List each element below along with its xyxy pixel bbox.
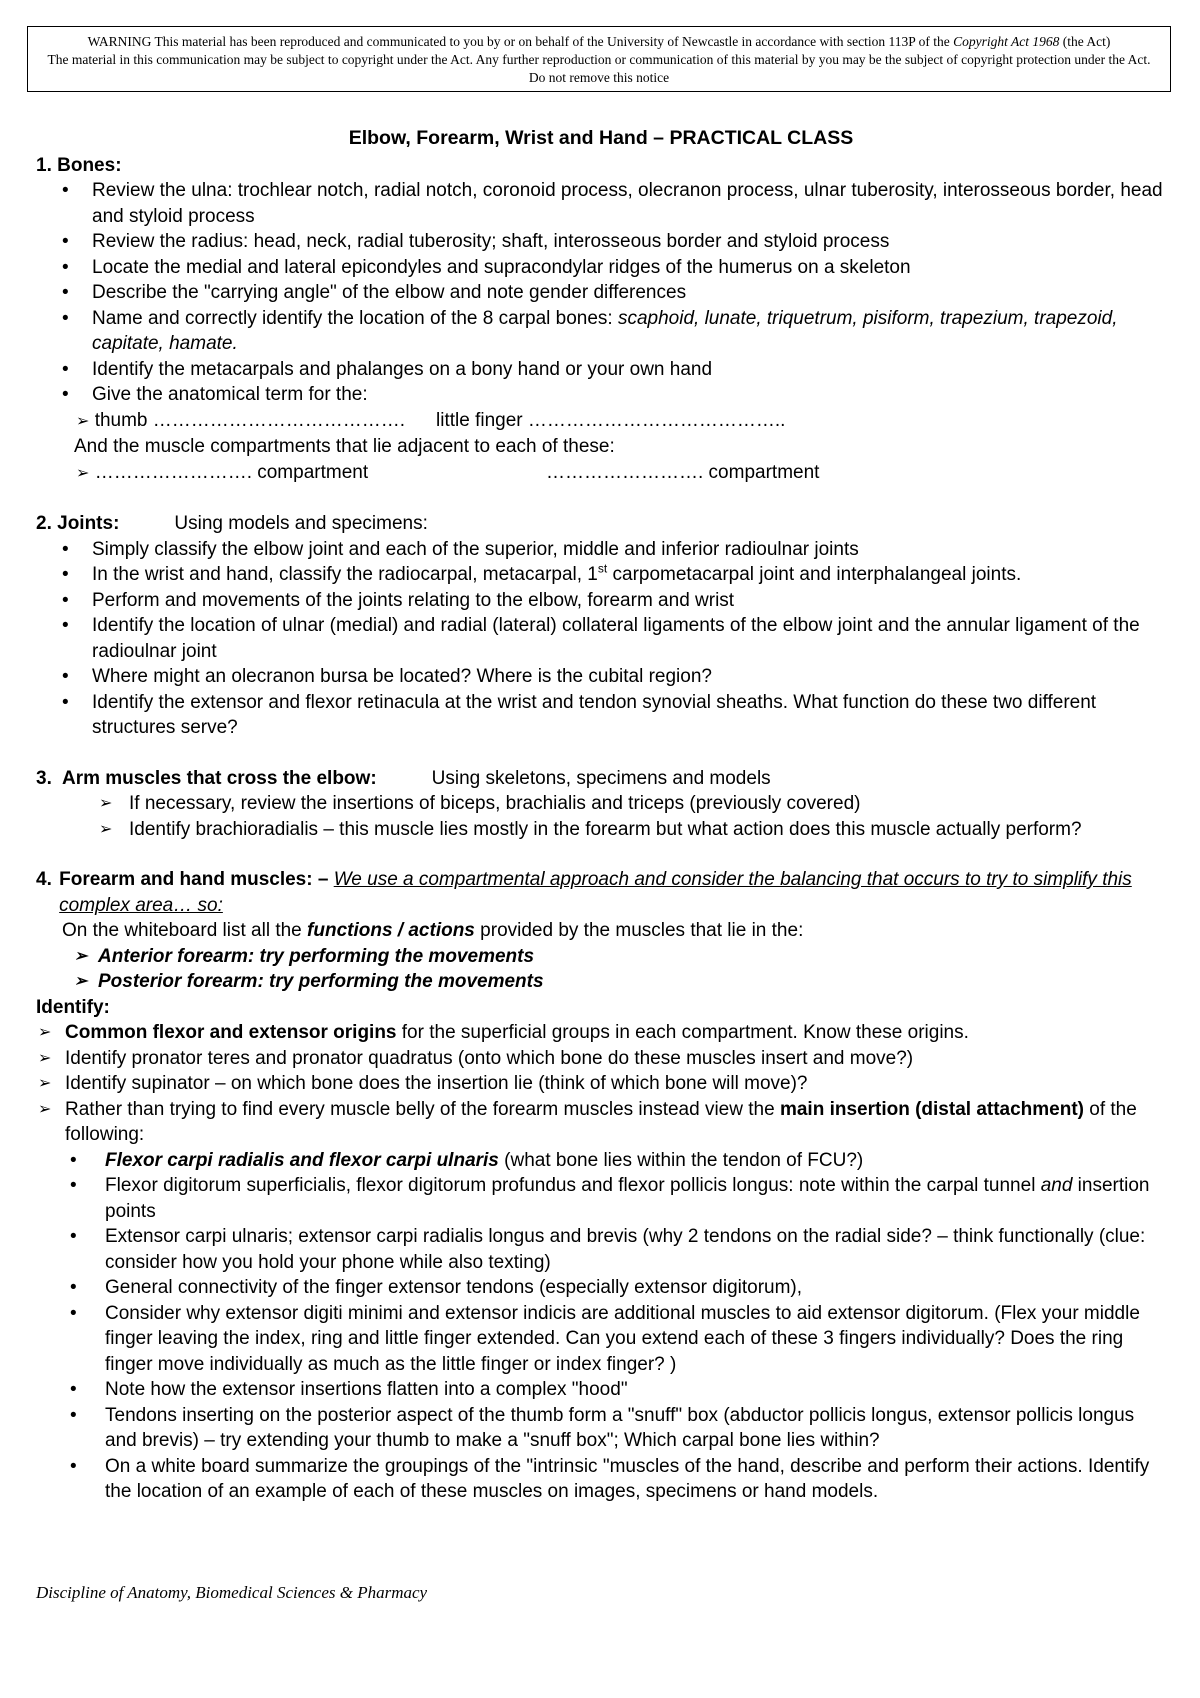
section-3-subheading: Using skeletons, specimens and models [431, 767, 771, 789]
compartment-row [36, 460, 1166, 487]
copyright-act-title: Copyright Act 1968 [953, 34, 1060, 49]
thumb-blank: ➢ thumb …………………………………. [76, 409, 406, 431]
document-content [36, 126, 1166, 1505]
list-item: • Identify the extensor and flexor retinacula at the wrist and tendon synovial sheaths. What function do these two different structures serve? [36, 690, 1166, 741]
list-item: • Perform and movements of the joints relating to the elbow, forearm and wrist [36, 588, 1166, 614]
warning-line-1: WARNING This material has been reproduced and communicated to you by or on behalf of the University of Newcastle in accordance with section 113P of the Copyright Act 1968 (the Act) [87, 34, 1111, 49]
list-item-fds-fdp: • Flexor digitorum superficialis, flexor digitorum profundus and flexor pollicis longus: note within the carpal tunnel and insertion points [36, 1173, 1166, 1224]
list-item: • Identify the metacarpals and phalanges on a bony hand or your own hand [36, 357, 1166, 383]
list-item: ➢ Identify brachioradialis – this muscle lies mostly in the forearm but what action does this muscle actually perform? [36, 817, 1166, 843]
warning-line-3: Do not remove this notice [528, 70, 670, 85]
section-1-list [36, 178, 1166, 408]
list-item-posterior-forearm: ➢ Posterior forearm: try performing the movements [36, 969, 1166, 995]
little-finger-blank: little finger ………………………………….. [436, 409, 786, 431]
list-item: • Tendons inserting on the posterior aspect of the thumb form a "snuff" box (abductor pollicis longus, extensor pollicis longus and brevis) – try extending your thumb to make a "snuff box"; Which carpal bone lies within? [36, 1403, 1166, 1454]
list-item-carpal-bones: • Name and correctly identify the location of the 8 carpal bones: scaphoid, lunate, triquetrum, pisiform, trapezium, trapezoid, capitate, hamate. [36, 306, 1166, 357]
list-item: • Give the anatomical term for the: [36, 382, 1166, 408]
section-1-heading: 1. Bones: [36, 154, 122, 176]
page-footer: Discipline of Anatomy, Biomedical Sciences & Pharmacy [36, 1583, 428, 1602]
list-item: • Review the ulna: trochlear notch, radial notch, coronoid process, olecranon process, ulnar tuberosity, interosseous border, head and styloid process [36, 178, 1166, 229]
list-item: • General connectivity of the finger extensor tendons (especially extensor digitorum), [36, 1275, 1166, 1301]
insertions-list [36, 1148, 1166, 1505]
page-title: Elbow, Forearm, Wrist and Hand – PRACTICAL CLASS [348, 127, 854, 149]
list-item: • Consider why extensor digiti minimi and extensor indicis are additional muscles to aid extensor digitorum. (Flex your middle finger leaving the index, ring and little finger extended. Can you extend each of these 3 fingers individually? Does the ring finger move individually as much as the little finger or index finger? ) [36, 1301, 1166, 1378]
section-2-heading: 2. Joints: Using models and specimens: [36, 511, 1166, 537]
carpal-bone-names: scaphoid, lunate, triquetrum, pisiform, trapezium, trapezoid, capitate, hamate. [92, 307, 1118, 354]
warning-line-2: The material in this communication may be subject to copyright under the Act. Any further reproduction or communication of this material by you may be the subject of copyright protection under the Act. [47, 52, 1151, 67]
list-item-anterior-forearm: ➢ Anterior forearm: try performing the movements [36, 944, 1166, 970]
list-item: • Review the radius: head, neck, radial tuberosity; shaft, interosseous border and styloid process [36, 229, 1166, 255]
list-item: • Describe the "carrying angle" of the elbow and note gender differences [36, 280, 1166, 306]
section-2-subheading: Using models and specimens: [174, 513, 428, 534]
whiteboard-instruction: On the whiteboard list all the functions / actions provided by the muscles that lie in the: [62, 920, 804, 941]
list-item: • Simply classify the elbow joint and each of the superior, middle and inferior radioulnar joints [36, 537, 1166, 563]
identify-list [36, 1020, 1166, 1148]
list-item: • On a white board summarize the groupings of the "intrinsic "muscles of the hand, describe and perform their actions. Identify the location of an example of each of these muscles on images, specimens or hand models. [36, 1454, 1166, 1505]
section-2-list [36, 537, 1166, 741]
list-item-wrist-joints: • In the wrist and hand, classify the radiocarpal, metacarpal, 1st carpometacarpal joint and interphalangeal joints. [36, 562, 1166, 588]
section-4-intro: We use a compartmental approach and consider the balancing that occurs to try to simplify this complex area… so: [59, 869, 1132, 916]
list-item-origins: ➢ Common flexor and extensor origins for the superficial groups in each compartment. Know these origins. [36, 1020, 1166, 1046]
list-item: • Where might an olecranon bursa be located? Where is the cubital region? [36, 664, 1166, 690]
list-item-pronator: ➢ Identify pronator teres and pronator quadratus (onto which bone do these muscles insert and move?) [36, 1046, 1166, 1072]
compartments-line: And the muscle compartments that lie adjacent to each of these: [74, 436, 615, 457]
section-4-heading: 4. Forearm and hand muscles: – We use a compartmental approach and consider the balancing that occurs to try to simplify this complex area… so: [36, 869, 1132, 916]
copyright-warning-box [27, 26, 1171, 92]
compartment-blank-2: ……………………. compartment [546, 461, 820, 483]
list-item: ➢ If necessary, review the insertions of biceps, brachialis and triceps (previously covered) [36, 791, 1166, 817]
anatomical-term-row [36, 408, 1166, 435]
section-3-heading: 3. Arm muscles that cross the elbow: Using skeletons, specimens and models [36, 766, 1166, 792]
section-4-list [36, 944, 1166, 995]
list-item: • Identify the location of ulnar (medial) and radial (lateral) collateral ligaments of the elbow joint and the annular ligament of the radioulnar joint [36, 613, 1166, 664]
compartment-blank-1: ➢ ……………………. compartment [76, 461, 369, 483]
list-item: • Note how the extensor insertions flatten into a complex "hood" [36, 1377, 1166, 1403]
identify-heading: Identify: [36, 996, 110, 1018]
list-item-fcr-fcu: • Flexor carpi radialis and flexor carpi ulnaris (what bone lies within the tendon of FCU?) [36, 1148, 1166, 1174]
list-item-insertions: ➢ Rather than trying to find every muscle belly of the forearm muscles instead view the main insertion (distal attachment) of the following: [36, 1097, 1166, 1148]
list-item-supinator: ➢ Identify supinator – on which bone does the insertion lie (think of which bone will move)? [36, 1071, 1166, 1097]
list-item: • Locate the medial and lateral epicondyles and supracondylar ridges of the humerus on a skeleton [36, 255, 1166, 281]
section-3-list [36, 791, 1166, 842]
list-item: • Extensor carpi ulnaris; extensor carpi radialis longus and brevis (why 2 tendons on the radial side? – think functionally (clue: consider how you hold your phone while also texting) [36, 1224, 1166, 1275]
